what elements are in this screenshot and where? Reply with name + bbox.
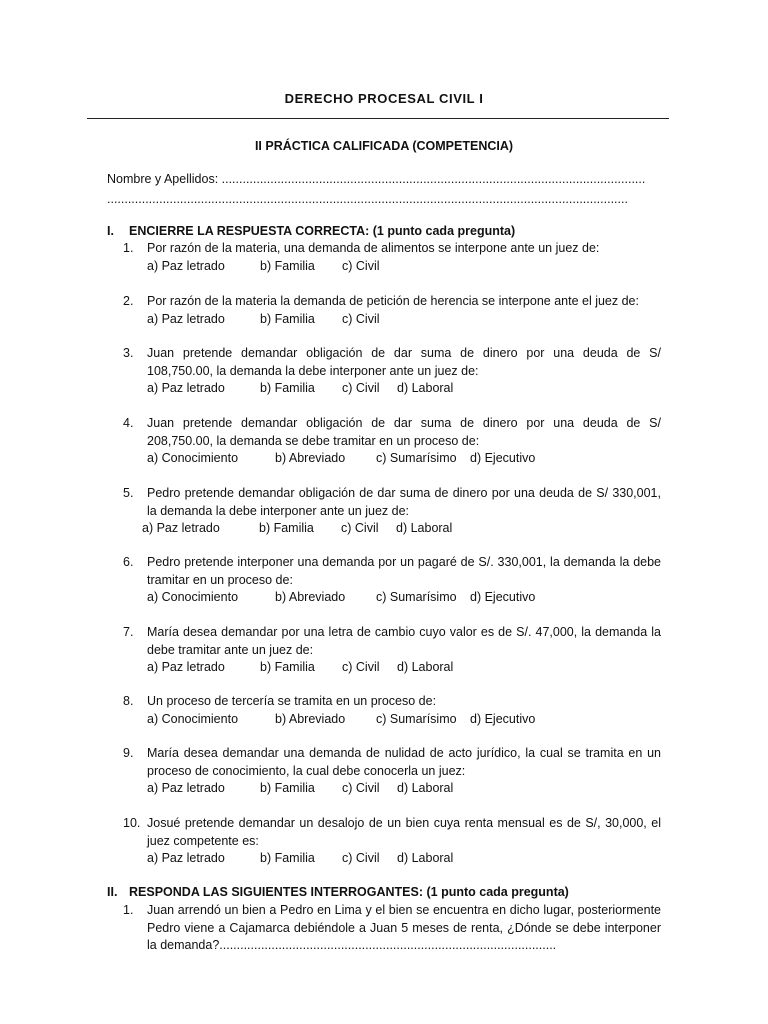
option-b: b) Familia [260,381,315,395]
option-a: a) Paz letrado [147,311,225,326]
option-a: a) Conocimiento [147,590,239,604]
question-number: 5. [123,486,134,500]
option-d: d) Ejecutivo [470,711,536,726]
option-b: b) Familia [260,258,315,273]
option-c: c) Civil [341,521,379,535]
question-number: 8. [123,694,134,708]
answer-options [147,258,661,276]
answer-options [147,450,661,468]
question-text: Juan arrendó un bien a Pedro en Lima y el bien se encuentra en dicho lugar, posteriormente Pedro viene a Cajamarca debiéndole a Juan 5 meses de renta, ¿Dónde se debe interponer la demanda?................................................................................................. [147,903,661,952]
question-number: 10. [123,816,141,830]
option-c: c) Civil [342,258,380,273]
option-a: a) Paz letrado [147,381,225,395]
question-text: Josué pretende demandar un desalojo de un bien cuya renta mensual es de S/, 30,000, el juez competente es: [147,816,661,848]
document-subtitle: II PRÁCTICA CALIFICADA (COMPETENCIA) [254,139,514,153]
option-d: d) Laboral [397,781,454,795]
option-a: a) Conocimiento [147,451,239,465]
question-number: 7. [123,625,134,639]
question-5 [123,485,661,538]
section-1-heading [107,224,515,238]
option-c: c) Civil [342,311,380,326]
question-number: 6. [123,555,134,569]
option-c: c) Civil [342,851,380,865]
option-d: d) Ejecutivo [470,451,536,465]
answer-options [147,311,661,329]
answer-options [147,589,661,607]
answer-options [142,520,661,538]
answer-options [147,659,661,677]
option-a: a) Paz letrado [147,851,225,865]
question-text: Juan pretende demandar obligación de dar suma de dinero por una deuda de S/ 108,750.00, la demanda la debe interponer ante un juez de: [147,346,661,378]
question-7 [123,624,661,677]
answer-options [147,850,661,868]
option-a: a) Conocimiento [147,711,239,726]
option-d: d) Laboral [397,381,454,395]
section-2-heading [107,885,569,899]
question-text: María desea demandar por una letra de cambio cuyo valor es de S/. 47,000, la demanda la debe tramitar ante un juez de: [147,625,661,657]
option-c: c) Civil [342,660,380,674]
question-text: Por razón de la materia la demanda de petición de herencia se interpone ante el juez de: [147,294,639,308]
question-text: Por razón de la materia, una demanda de alimentos se interpone ante un juez de: [147,241,600,255]
option-d: d) Ejecutivo [470,590,536,604]
option-c: c) Civil [342,781,380,795]
question-9 [123,745,661,798]
question-text: María desea demandar una demanda de nulidad de acto jurídico, la cual se tramita en un proceso de conocimiento, la cual debe conocerla un juez: [147,746,661,778]
option-b: b) Familia [260,851,315,865]
option-a: a) Paz letrado [147,781,225,795]
section-2-title: RESPONDA LAS SIGUIENTES INTERROGANTES: (1 punto cada pregunta) [129,885,569,899]
option-a: a) Paz letrado [142,521,220,535]
question-number: 1. [123,903,134,917]
section-1-number: I. [107,224,114,238]
question-number: 1. [123,241,134,255]
name-field-line: Nombre y Apellidos: .......................................................................................................................... [107,172,646,186]
option-a: a) Paz letrado [147,258,225,273]
question-number: 2. [123,294,134,308]
question-3 [123,345,661,398]
open-question-1 [123,902,661,955]
document-title: DERECHO PROCESAL CIVIL I [284,91,484,106]
question-1 [123,240,661,276]
option-d: d) Laboral [397,660,454,674]
section-1-title: ENCIERRE LA RESPUESTA CORRECTA: (1 punto cada pregunta) [129,224,516,238]
option-b: b) Familia [260,660,315,674]
option-d: d) Laboral [397,851,454,865]
option-b: b) Abreviado [275,590,346,604]
question-number: 9. [123,746,134,760]
option-c: c) Sumarísimo [376,590,457,604]
question-2 [123,293,661,329]
section-2-number: II. [107,885,118,899]
question-8 [123,693,661,729]
option-b: b) Abreviado [275,711,346,726]
title-divider [87,118,669,119]
option-c: c) Sumarísimo [376,451,457,465]
option-b: b) Familia [260,311,315,326]
question-text: Un proceso de tercería se tramita en un proceso de: [147,694,437,708]
option-c: c) Civil [342,381,380,395]
option-d: d) Laboral [396,521,453,535]
answer-options [147,711,661,729]
question-6 [123,554,661,607]
question-text: Pedro pretende demandar obligación de dar suma de dinero por una deuda de S/ 330,001, la demanda la debe interponer ante un juez de: [147,486,661,518]
question-number: 3. [123,346,134,360]
option-b: b) Abreviado [275,451,346,465]
option-b: b) Familia [260,781,315,795]
question-10 [123,815,661,868]
option-b: b) Familia [259,521,314,535]
question-text: Pedro pretende interponer una demanda por un pagaré de S/. 330,001, la demanda la debe tramitar en un proceso de: [147,555,661,587]
option-a: a) Paz letrado [147,660,225,674]
name-field-continuation: ...................................................................................................................................................... [107,192,628,206]
answer-options [147,380,661,398]
question-number: 4. [123,416,134,430]
question-4 [123,415,661,468]
answer-options [147,780,661,798]
option-c: c) Sumarísimo [376,711,457,726]
question-text: Juan pretende demandar obligación de dar suma de dinero por una deuda de S/ 208,750.00, la demanda se debe tramitar en un proceso de: [147,416,661,448]
